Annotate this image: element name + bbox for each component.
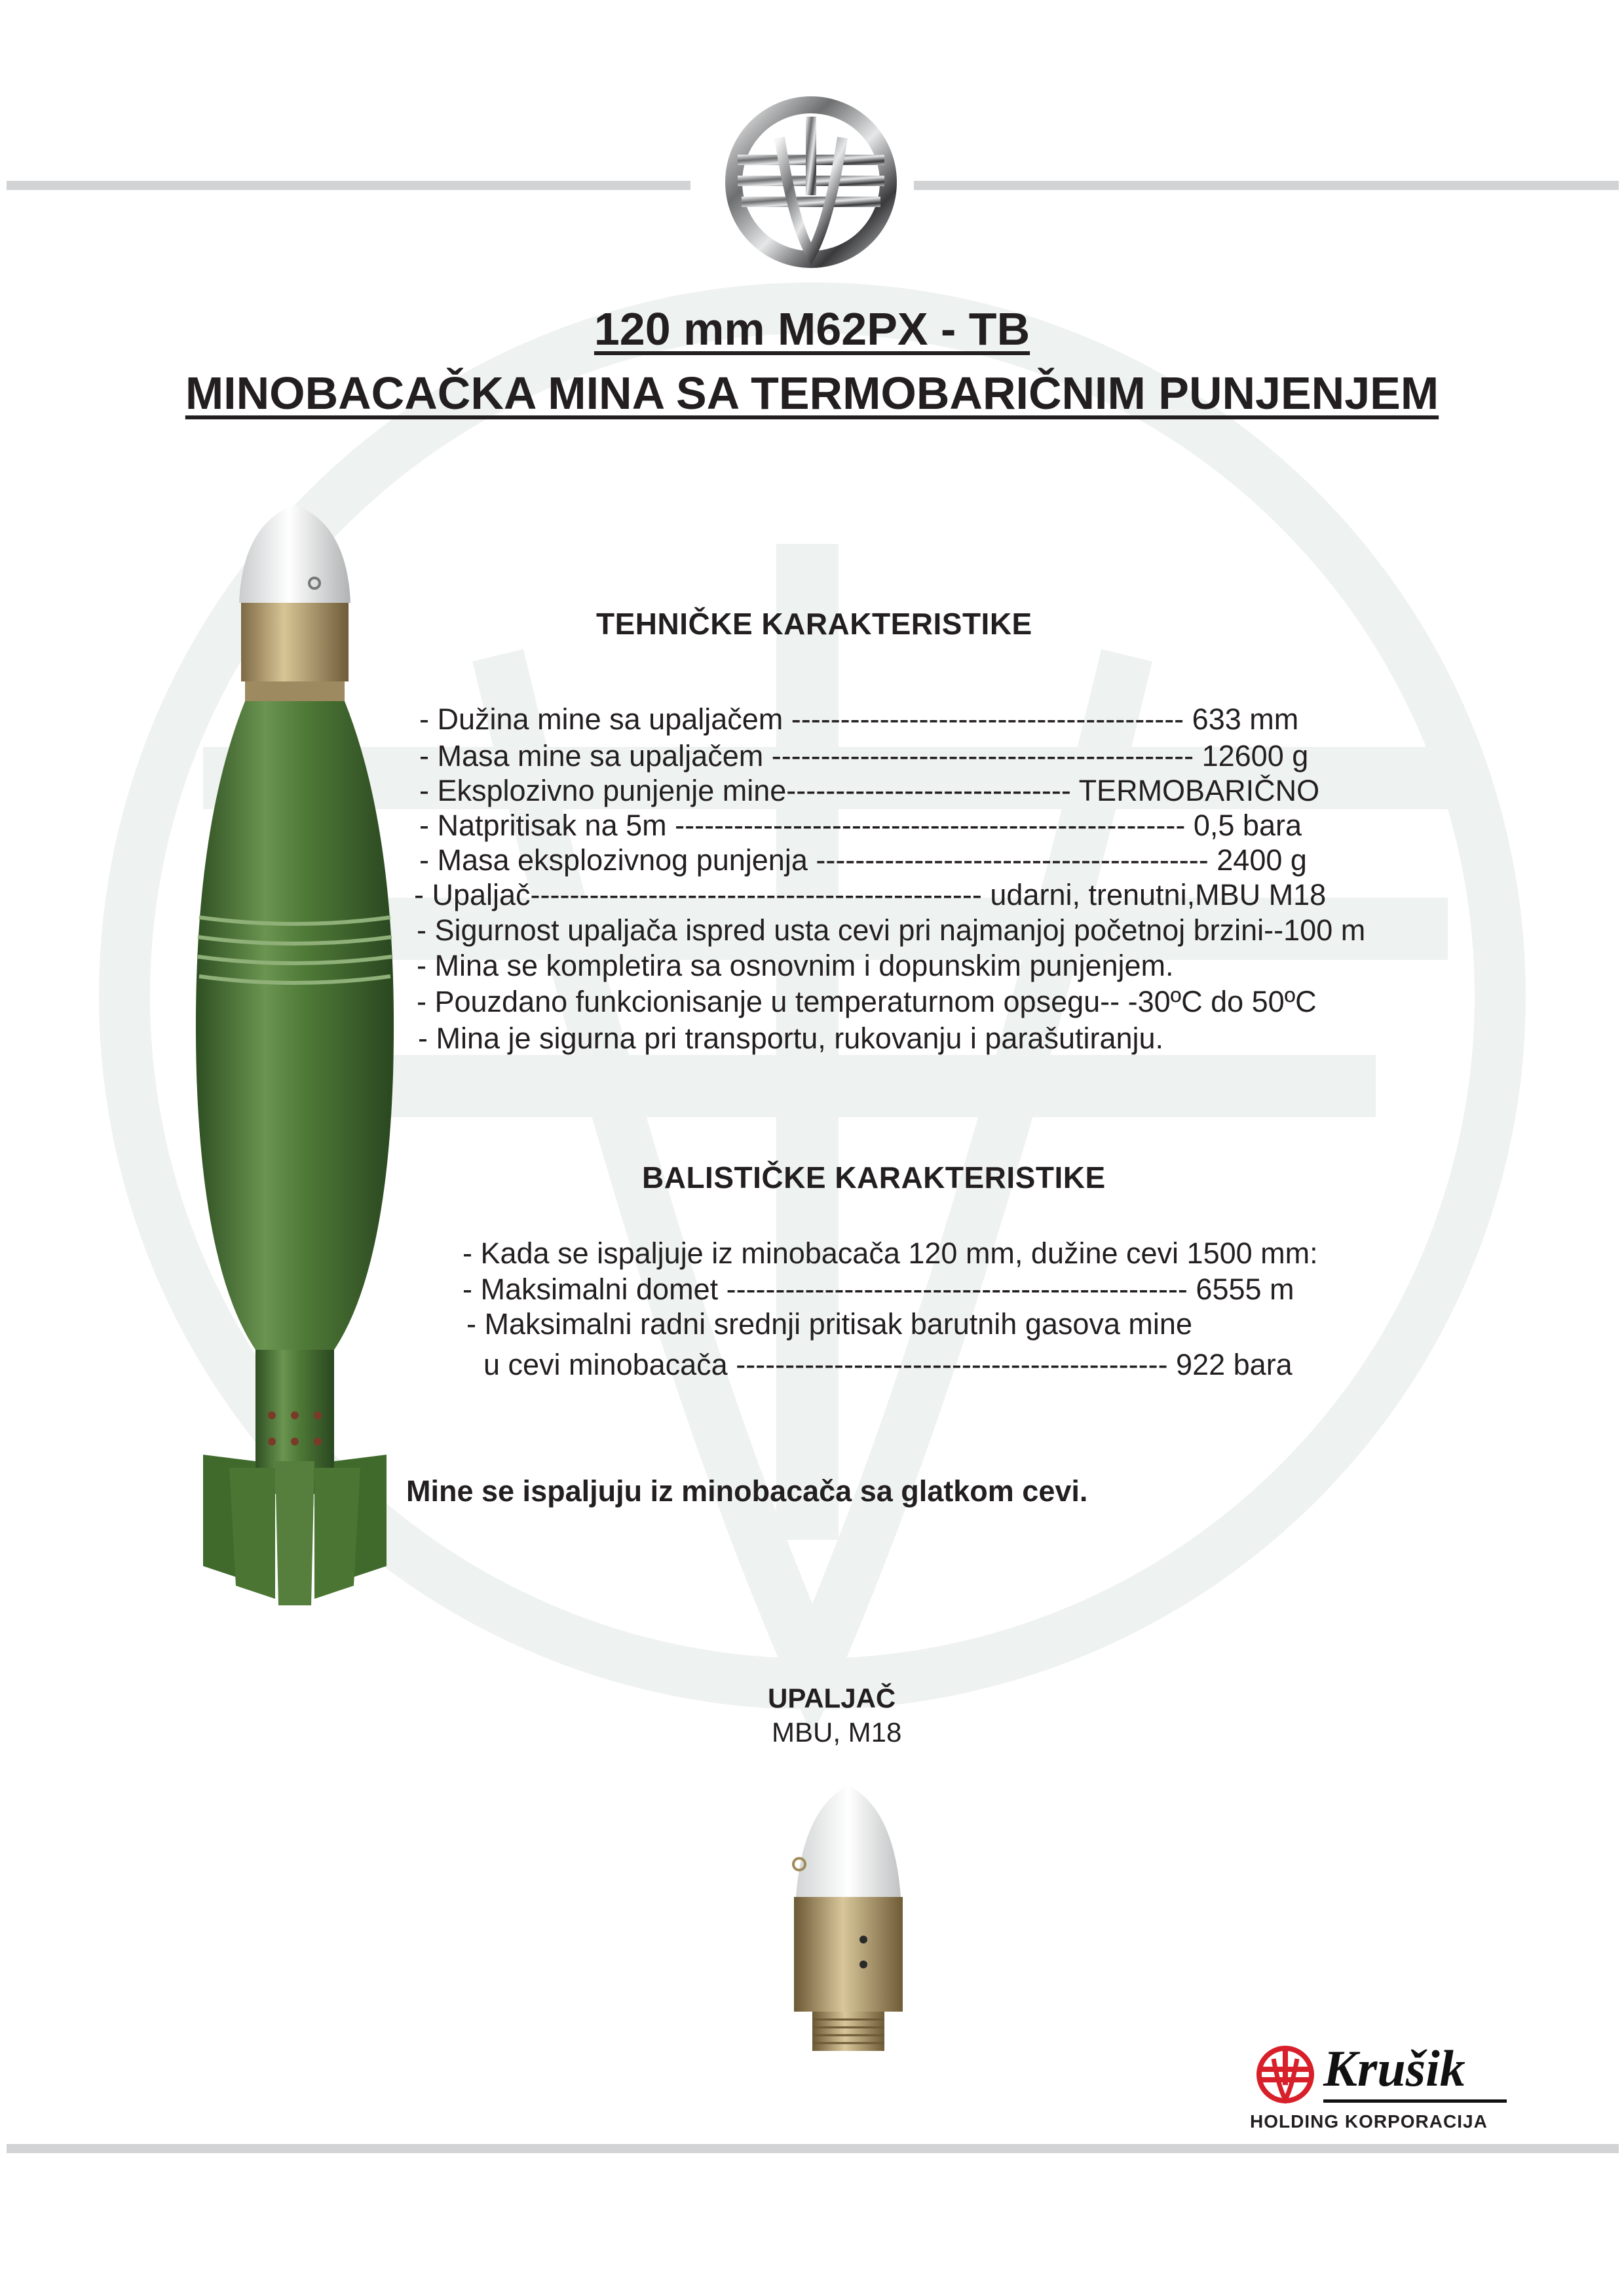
spec-line: - Maksimalni radni srednji pritisak barutnih gasova mine <box>466 1307 1192 1341</box>
spec-line: - Dužina mine sa upaljačem ---------------------------------------- 633 mm <box>419 702 1299 736</box>
fuze-heading: UPALJAČ <box>768 1683 896 1713</box>
spec-line: u cevi minobacača -------------------------------------------- 922 bara <box>483 1348 1293 1381</box>
brand-subtitle: HOLDING KORPORACIJA <box>1250 2111 1488 2132</box>
spec-line: - Upaljač---------------------------------------------- udarni, trenutni,MBU M18 <box>414 878 1327 911</box>
spec-line: - Kada se ispaljuje iz minobacača 120 mm, dužine cevi 1500 mm: <box>463 1236 1318 1270</box>
title-line-1: 120 mm M62PX - TB <box>594 303 1030 354</box>
spec-line: - Natpritisak na 5m ---------------------------------------------------- 0,5 bara <box>419 809 1302 842</box>
bottom-rule <box>7 2144 1619 2153</box>
top-emblem-logo <box>719 90 903 274</box>
technical-heading: TEHNIČKE KARAKTERISTIKE <box>596 607 1032 641</box>
brand-name: Krušik <box>1323 2040 1465 2097</box>
spec-line: - Sigurnost upaljača ispred usta cevi pri najmanjoj početnoj brzini--100 m <box>417 913 1366 947</box>
spec-line: - Maksimalni domet ----------------------------------------------- 6555 m <box>463 1272 1294 1306</box>
ballistic-heading: BALISTIČKE KARAKTERISTIKE <box>642 1160 1106 1195</box>
title-line-2: MINOBACAČKA MINA SA TERMOBARIČNIM PUNJENJEM <box>185 368 1439 419</box>
fuze-image <box>786 1782 911 2071</box>
firing-note: Mine se ispaljuju iz minobacača sa glatkom cevi. <box>406 1474 1088 1508</box>
mortar-round-image <box>190 498 400 1612</box>
spec-line: - Mina je sigurna pri transportu, rukovanju i parašutiranju. <box>418 1022 1164 1055</box>
krusik-logo-icon <box>1253 2042 1318 2107</box>
spec-line: - Pouzdano funkcionisanje u temperaturnom opsegu-- -30ºC do 50ºC <box>417 985 1317 1018</box>
spec-line: - Masa eksplozivnog punjenja ---------------------------------------- 2400 g <box>419 843 1307 877</box>
spec-line: - Eksplozivno punjenje mine----------------------------- TERMOBARIČNO <box>419 774 1320 807</box>
spec-line: - Mina se kompletira sa osnovnim i dopunskim punjenjem. <box>417 949 1174 982</box>
spec-line: - Masa mine sa upaljačem ------------------------------------------- 12600 g <box>419 739 1309 773</box>
top-rule-right <box>914 181 1619 190</box>
fuze-model: MBU, M18 <box>772 1717 902 1748</box>
brand-underline <box>1323 2099 1507 2103</box>
top-rule-left <box>7 181 690 190</box>
